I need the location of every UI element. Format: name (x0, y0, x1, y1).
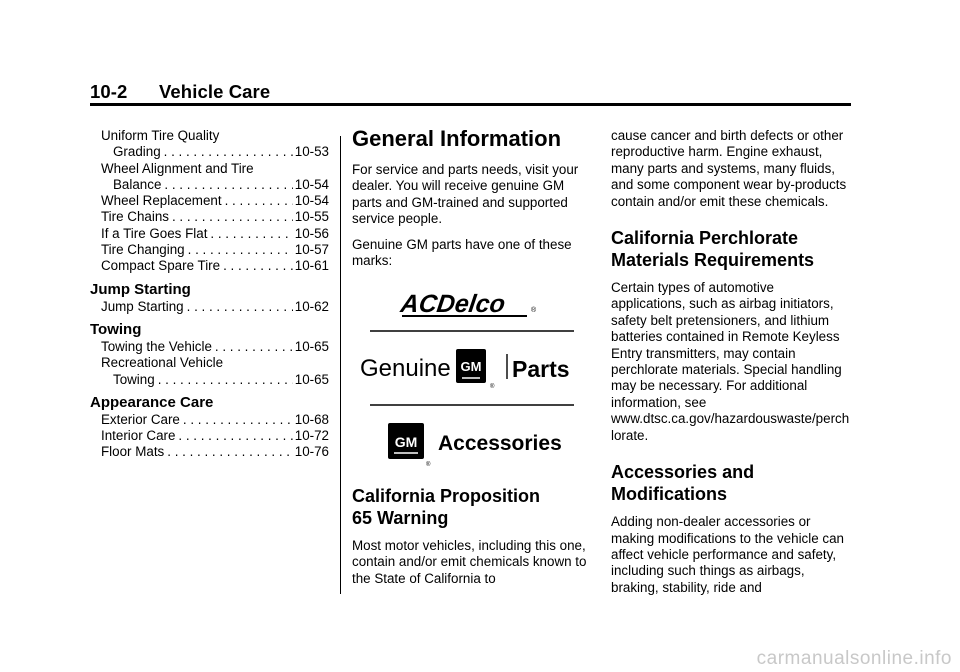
toc-entry-label: Tire Chains (101, 209, 169, 225)
toc-entry[interactable] (101, 339, 329, 355)
perchlorate-heading-line-1: California Perchlorate (611, 228, 799, 249)
toc-leader-dots (187, 299, 293, 315)
toc-entry[interactable] (101, 444, 329, 460)
toc-entry-label: Floor Mats (101, 444, 165, 460)
toc-entry-label: If a Tire Goes Flat (101, 225, 208, 241)
toc-entry-label: Grading (113, 144, 161, 160)
prop65-para: Most motor vehicles, including this one, contain and/or emit chemicals known to the State of California to (352, 538, 587, 586)
prop65-heading (352, 485, 588, 529)
gm-accessories-logo (388, 423, 562, 468)
toc-entry-label: Jump Starting (101, 298, 184, 314)
gm-accessories-badge-text: GM (394, 434, 418, 450)
toc-section-heading: Appearance Care (90, 393, 214, 411)
toc-entry-page: 10-62 (294, 298, 329, 314)
toc-entry[interactable] (101, 193, 329, 209)
toc-entry-page: 10-53 (294, 144, 329, 160)
genuine-gm-parts-logo (360, 349, 570, 390)
gm-registered: ® (490, 384, 495, 390)
page-header (90, 81, 270, 103)
toc-entry-page: 10-54 (294, 193, 329, 209)
toc-entry[interactable] (101, 177, 329, 193)
toc-section-heading: Jump Starting (90, 280, 191, 298)
general-information-heading: General Information (352, 126, 562, 151)
toc-entry[interactable] (101, 226, 329, 242)
toc-leader-dots (164, 144, 293, 160)
toc-leader-dots (225, 193, 293, 209)
toc-entry-label: Uniform Tire Quality (101, 128, 220, 143)
prop65-heading-line-2: 65 Warning (352, 508, 449, 528)
toc-entry[interactable] (101, 428, 329, 444)
accessories-heading-line-2: Modifications (611, 484, 727, 505)
toc-section-heading: Towing (90, 320, 142, 338)
column-2 (352, 126, 588, 278)
prop65-heading-line-1: California Proposition (352, 486, 541, 506)
general-information-para-2: Genuine GM parts have one of these marks: (352, 236, 572, 269)
toc-entry-label: Towing (113, 371, 155, 387)
accessories-para: Adding non-dealer accessories or making modifications to the vehicle can affect vehicle performance and safety, including such things as airbags, braking, stability, ride and (611, 514, 844, 595)
toc-leader-dots (178, 428, 292, 444)
accessories-heading (611, 461, 851, 505)
toc-entry-label: Towing the Vehicle (101, 338, 212, 354)
page-number: 10-2 (90, 81, 128, 102)
perchlorate-para: Certain types of automotive applications, such as airbag initiators, safety belt pretensioners, and lithium batteries contained in Remote Keyless Entry transmitters, may contain perchlorate materials. Special handling may be necessary. For additional information, see www.dtsc.ca.gov/hazardouswaste/perchlorate. (611, 280, 850, 443)
toc-entry-label: Interior Care (101, 428, 176, 444)
toc-leader-dots (164, 177, 292, 193)
toc-entry-page: 10-55 (294, 209, 329, 225)
toc-entry[interactable] (101, 144, 329, 160)
toc-entry[interactable] (101, 258, 329, 274)
acdelco-wordmark: ACDelco (398, 290, 508, 318)
toc-entry-page: 10-68 (294, 411, 329, 427)
accessories-wordmark: Accessories (438, 432, 562, 455)
toc-entry-label: Compact Spare Tire (101, 258, 221, 274)
toc-entry[interactable] (101, 242, 329, 258)
toc-entry-page: 10-61 (294, 258, 329, 274)
toc-entry-page: 10-57 (294, 242, 329, 258)
acdelco-registered: ® (531, 307, 537, 314)
toc-entry[interactable] (101, 412, 329, 428)
table-of-contents (90, 128, 329, 461)
gm-parts-marks (352, 282, 588, 468)
toc-entry-label: Wheel Alignment and Tire (101, 160, 254, 176)
toc-entry-page: 10-65 (294, 338, 329, 354)
toc-leader-dots (223, 258, 293, 274)
toc-entry[interactable] (101, 372, 329, 388)
acdelco-logo (398, 290, 537, 318)
column-divider (340, 136, 341, 594)
toc-entry-page: 10-72 (294, 428, 329, 444)
prop65-section (352, 485, 588, 596)
toc-leader-dots (183, 412, 293, 428)
toc-entry-label: Recreational Vehicle (101, 355, 224, 371)
gm-accessories-registered: ® (426, 462, 431, 468)
toc-leader-dots (158, 372, 293, 388)
chapter-title: Vehicle Care (159, 81, 271, 102)
toc-leader-dots (167, 444, 293, 460)
toc-entry[interactable] (101, 299, 329, 315)
toc-entry[interactable] (101, 209, 329, 225)
general-information-para-1: For service and parts needs, visit your dealer. You will receive genuine GM parts and GM-trained and supported service people. (352, 162, 579, 227)
gm-badge-text: GM (460, 359, 482, 374)
toc-entry-label: Wheel Replacement (101, 193, 222, 209)
genuine-wordmark: Genuine (360, 355, 451, 382)
perchlorate-heading (611, 227, 851, 271)
toc-entry-label: Tire Changing (101, 242, 185, 258)
toc-entry-page: 10-65 (294, 371, 329, 387)
toc-entry-page: 10-76 (294, 444, 329, 460)
perchlorate-heading-line-2: Materials Requirements (611, 250, 815, 271)
header-rule (90, 103, 851, 106)
toc-leader-dots (210, 226, 292, 242)
toc-leader-dots (215, 339, 293, 355)
parts-wordmark: Parts (512, 356, 570, 382)
toc-leader-dots (188, 242, 293, 258)
column-3 (611, 128, 851, 605)
accessories-heading-line-1: Accessories and (611, 462, 755, 483)
toc-entry-label: Exterior Care (101, 411, 180, 427)
toc-entry-page: 10-56 (294, 225, 329, 241)
toc-entry-page: 10-54 (294, 176, 329, 192)
watermark: carmanualsonline.info (756, 648, 952, 669)
toc-leader-dots (172, 209, 293, 225)
toc-entry-label: Balance (113, 176, 162, 192)
prop65-continued-para: cause cancer and birth defects or other reproductive harm. Engine exhaust, many parts and systems, many fluids, and some component wear by-products contain and/or emit these chemicals. (611, 128, 847, 209)
